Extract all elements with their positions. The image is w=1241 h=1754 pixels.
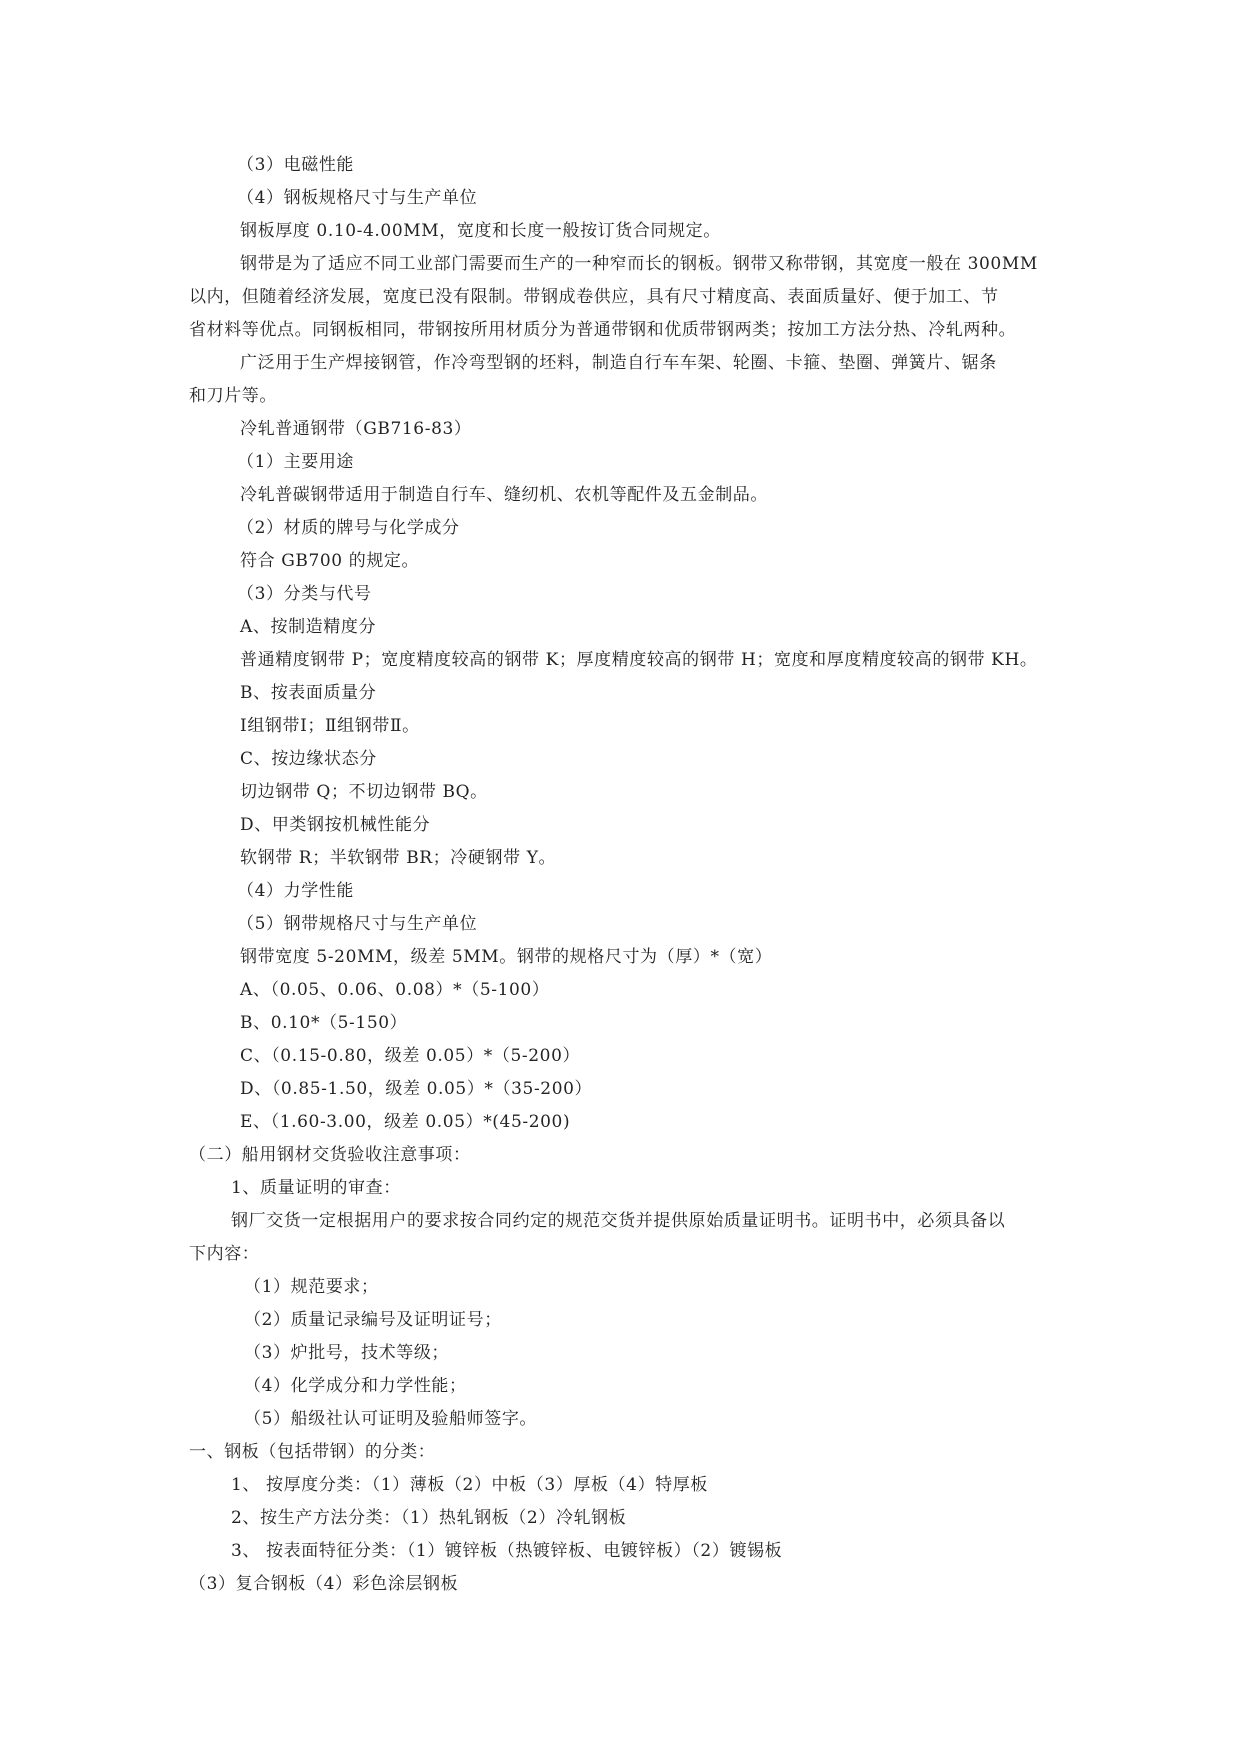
text-line: （2）材质的牌号与化学成分	[237, 518, 460, 538]
text-line: （3）电磁性能	[237, 155, 355, 175]
text-line: A、按制造精度分	[240, 617, 377, 637]
text-line: 钢带宽度 5-20MM，级差 5MM。钢带的规格尺寸为（厚）*（宽）	[240, 947, 773, 967]
text-line: D、（0.85-1.50，级差 0.05）*（35-200）	[240, 1079, 593, 1099]
text-line: 1、质量证明的审查：	[231, 1178, 401, 1198]
text-line: B、按表面质量分	[240, 683, 377, 703]
text-line: 切边钢带 Q；不切边钢带 BQ。	[240, 782, 488, 802]
text-line: 以内，但随着经济发展，宽度已没有限制。带钢成卷供应，具有尺寸精度高、表面质量好、便于加工、节	[189, 287, 999, 307]
text-line: 普通精度钢带 P；宽度精度较高的钢带 K；厚度精度较高的钢带 H；宽度和厚度精度较高的钢带 KH。	[240, 650, 1038, 670]
text-line: 钢板厚度 0.10-4.00MM，宽度和长度一般按订货合同规定。	[240, 221, 721, 241]
text-line: D、甲类钢按机械性能分	[240, 815, 431, 835]
text-line: （1）规范要求；	[244, 1277, 379, 1297]
text-line: （4）化学成分和力学性能；	[244, 1376, 467, 1396]
text-line: （2）质量记录编号及证明证号；	[244, 1310, 502, 1330]
text-line: 2、按生产方法分类：（1）热轧钢板（2）冷轧钢板	[231, 1508, 627, 1528]
text-line: E、（1.60-3.00，级差 0.05）*(45-200)	[240, 1112, 571, 1132]
text-line: （4）钢板规格尺寸与生产单位	[237, 188, 478, 208]
text-line: 省材料等优点。同钢板相同，带钢按所用材质分为普通带钢和优质带钢两类；按加工方法分热、冷轧两种。	[189, 320, 1017, 340]
text-line: 软钢带 R；半软钢带 BR；冷硬钢带 Y。	[240, 848, 557, 868]
text-line: （5）钢带规格尺寸与生产单位	[237, 914, 478, 934]
text-line: 和刀片等。	[189, 386, 277, 406]
text-line: A、（0.05、0.06、0.08）*（5-100）	[240, 980, 550, 1000]
section-heading: （二）船用钢材交货验收注意事项：	[189, 1145, 471, 1165]
text-line: C、按边缘状态分	[240, 749, 377, 769]
text-line: （3）炉批号，技术等级；	[244, 1343, 450, 1363]
text-line: 冷轧普通钢带（GB716-83）	[240, 419, 472, 439]
text-line: （5）船级社认可证明及验船师签字。	[244, 1409, 538, 1429]
text-line: 3、 按表面特征分类：（1）镀锌板（热镀锌板、电镀锌板）（2）镀锡板	[231, 1541, 783, 1561]
text-line: （3）复合钢板（4）彩色涂层钢板	[189, 1574, 459, 1594]
text-line: C、（0.15-0.80，级差 0.05）*（5-200）	[240, 1046, 581, 1066]
text-line: 符合 GB700 的规定。	[240, 551, 420, 571]
text-line: 钢厂交货一定根据用户的要求按合同约定的规范交货并提供原始质量证明书。证明书中，必须具备以	[231, 1211, 1006, 1231]
text-line: （4）力学性能	[237, 881, 355, 901]
text-line: 广泛用于生产焊接钢管，作冷弯型钢的坯料，制造自行车车架、轮圈、卡箍、垫圈、弹簧片、锯条	[240, 353, 997, 373]
text-line: （3）分类与代号	[237, 584, 372, 604]
text-line: B、0.10*（5-150）	[240, 1013, 408, 1033]
text-line: 下内容：	[189, 1244, 260, 1264]
text-line: Ⅰ组钢带Ⅰ；Ⅱ组钢带Ⅱ。	[240, 716, 420, 736]
section-heading: 一、钢板（包括带钢）的分类：	[189, 1442, 436, 1462]
text-line: 1、 按厚度分类：（1）薄板（2）中板（3）厚板（4）特厚板	[231, 1475, 708, 1495]
text-line: 钢带是为了适应不同工业部门需要而生产的一种窄而长的钢板。钢带又称带钢，其宽度一般在 300MM	[240, 254, 1038, 274]
text-line: 冷轧普碳钢带适用于制造自行车、缝纫机、农机等配件及五金制品。	[240, 485, 768, 505]
text-line: （1）主要用途	[237, 452, 355, 472]
